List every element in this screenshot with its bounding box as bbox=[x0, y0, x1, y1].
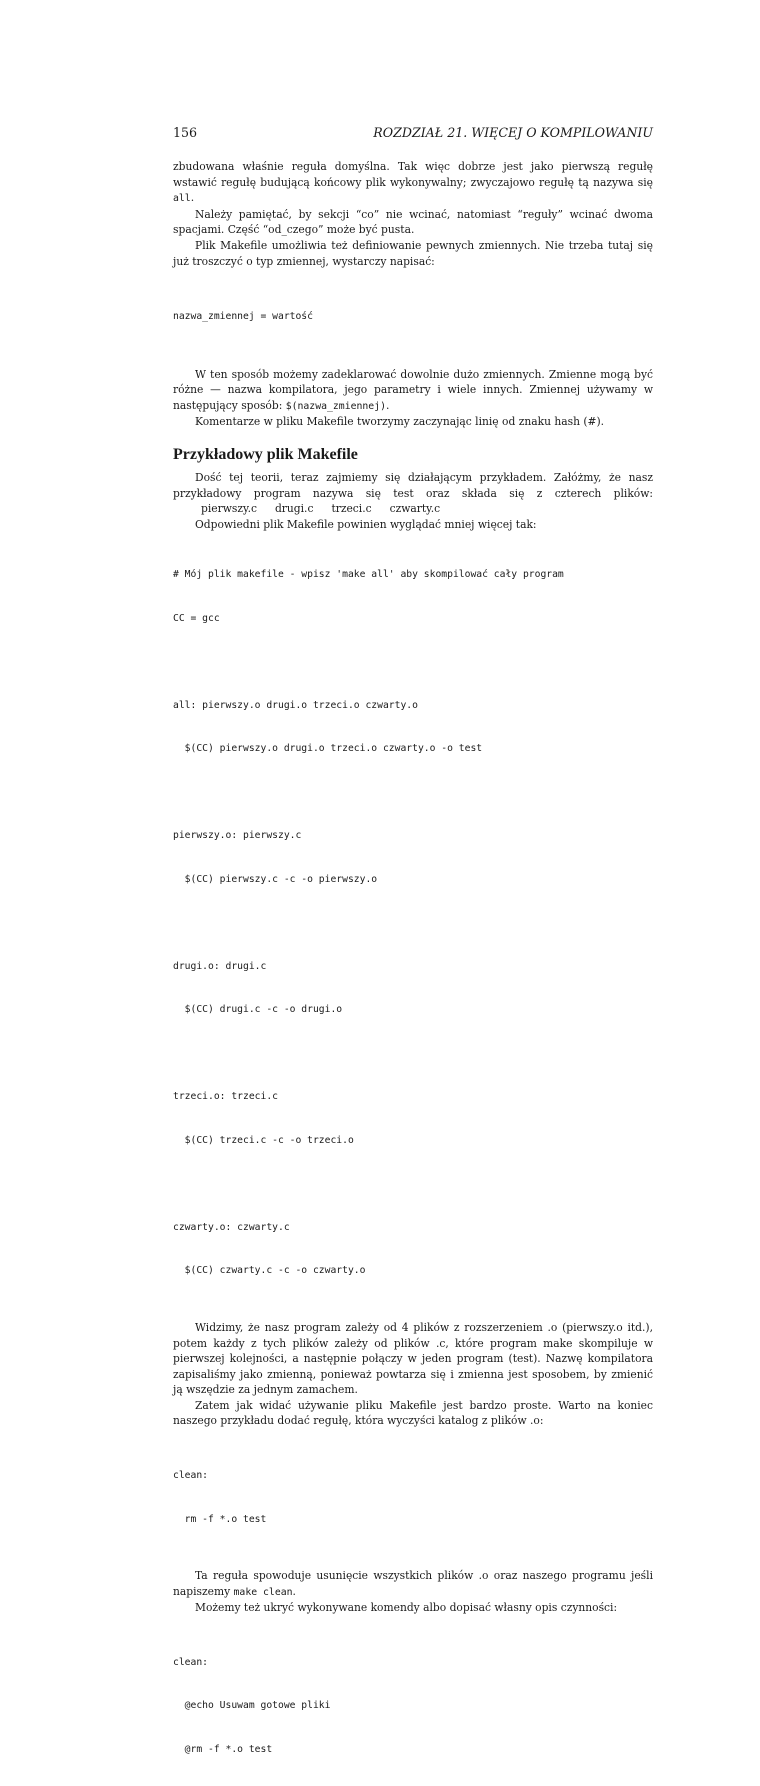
paragraph: Widzimy, że nasz program zależy od 4 plików z rozszerzeniem .o (pierwszy.o itd.), potem każdy z tych plików zależy od plików .c, które program make skompiluje w pierwszej kolejności, a następnie połączy w jeden program (test). Nazwę kompilatora zapisaliśmy jako zmienną, ponieważ powtarza się i zmienna jest sposobem, by zmienić ją wszędzie za jednym zamachem. bbox=[173, 1320, 653, 1397]
code-line: nazwa_zmiennej = wartość bbox=[173, 311, 313, 323]
inline-code: $(nazwa_zmiennej) bbox=[285, 400, 386, 412]
page-number: 156 bbox=[173, 125, 198, 140]
code-line: $(CC) pierwszy.c -c -o pierwszy.o bbox=[173, 873, 378, 885]
code-line: rm -f *.o test bbox=[173, 1513, 267, 1525]
code-line: clean: bbox=[173, 1470, 208, 1482]
code-line bbox=[173, 786, 653, 801]
paragraph: Należy pamiętać, by sekcji “co” nie wcinać, natomiast “reguły” wcinać dwoma spacjami. Część “od_czego” może być pusta. bbox=[173, 207, 653, 237]
code-line: all: pierwszy.o drugi.o trzeci.o czwarty.o bbox=[173, 699, 418, 711]
paragraph: Odpowiedni plik Makefile powinien wyglądać mniej więcej tak: bbox=[195, 517, 537, 531]
code-line: drugi.o: drugi.c bbox=[173, 960, 267, 972]
code-line: trzeci.o: trzeci.c bbox=[173, 1091, 278, 1103]
code-line bbox=[173, 916, 653, 931]
code-line: $(CC) trzeci.c -c -o trzeci.o bbox=[173, 1134, 354, 1146]
file-list bbox=[173, 502, 458, 515]
inline-code: make clean bbox=[233, 1586, 293, 1598]
code-line: # Mój plik makefile - wpisz 'make all' aby skompilować cały program bbox=[173, 569, 564, 581]
code-line: @echo Usuwam gotowe pliki bbox=[173, 1700, 331, 1712]
section-heading: Przykładowy plik Makefile bbox=[173, 446, 358, 464]
code-line: pierwszy.o: pierwszy.c bbox=[173, 830, 302, 842]
code-line: CC = gcc bbox=[173, 612, 220, 624]
running-title: ROZDZIAŁ 21. WIĘCEJ O KOMPILOWANIU bbox=[373, 125, 653, 140]
file-name: czwarty.c bbox=[389, 502, 441, 516]
code-line: czwarty.o: czwarty.c bbox=[173, 1221, 290, 1233]
code-block-variable bbox=[173, 281, 653, 354]
code-line: $(CC) drugi.c -c -o drugi.o bbox=[173, 1004, 343, 1016]
code-block-clean-silent bbox=[173, 1627, 653, 1786]
file-name: drugi.c bbox=[274, 502, 314, 516]
page-body bbox=[173, 159, 653, 1786]
code-line: $(CC) pierwszy.o drugi.o trzeci.o czwarty.o -o test bbox=[173, 743, 483, 755]
paragraph-intro: zbudowana właśnie reguła domyślna. Tak więc dobrze jest jako pierwszą regułę wstawić regułę budującą końcowy plik wykonywalny; zwyczajowo regułę tą nazywa się all. bbox=[173, 160, 653, 205]
code-line: $(CC) czwarty.c -c -o czwarty.o bbox=[173, 1265, 366, 1277]
code-line bbox=[173, 1177, 653, 1192]
paragraph: Możemy też ukryć wykonywane komendy albo dopisać własny opis czynności: bbox=[195, 1601, 618, 1615]
inline-code: all bbox=[173, 193, 191, 205]
code-line bbox=[173, 1047, 653, 1062]
paragraph: Komentarze w pliku Makefile tworzymy zaczynając linię od znaku hash (#). bbox=[195, 415, 605, 429]
paragraph: Ta reguła spowoduje usunięcie wszystkich plików .o oraz naszego programu jeśli napiszemy make clean. bbox=[173, 1569, 653, 1598]
code-line: @rm -f *.o test bbox=[173, 1743, 273, 1755]
file-name: pierwszy.c bbox=[201, 502, 257, 516]
code-line bbox=[173, 655, 653, 670]
file-name: trzeci.c bbox=[331, 502, 372, 516]
code-block-makefile bbox=[173, 539, 653, 1308]
paragraph: W ten sposób możemy zadeklarować dowolnie dużo zmiennych. Zmienne mogą być różne — nazwa kompilatora, jego parametry i wiele innych. Zmiennej używamy w następujący sposób: $(nazwa_zmiennej). bbox=[173, 367, 653, 412]
code-line: clean: bbox=[173, 1656, 208, 1668]
code-block-clean bbox=[173, 1440, 653, 1556]
page-header bbox=[173, 125, 653, 141]
paragraph: Plik Makefile umożliwia też definiowanie pewnych zmiennych. Nie trzeba tutaj się już troszczyć o typ zmiennej, wystarczy napisać: bbox=[173, 238, 653, 268]
paragraph: Dość tej teorii, teraz zajmiemy się działającym przykładem. Załóżmy, że nasz przykładowy program nazywa się test oraz składa się z czterech plików: pierwszy.c drugi.c trzeci.c czwarty.c bbox=[173, 471, 653, 516]
paragraph: Zatem jak widać używanie pliku Makefile jest bardzo proste. Warto na koniec naszego przykładu dodać regułę, która wyczyści katalog z plików .o: bbox=[173, 1398, 653, 1428]
